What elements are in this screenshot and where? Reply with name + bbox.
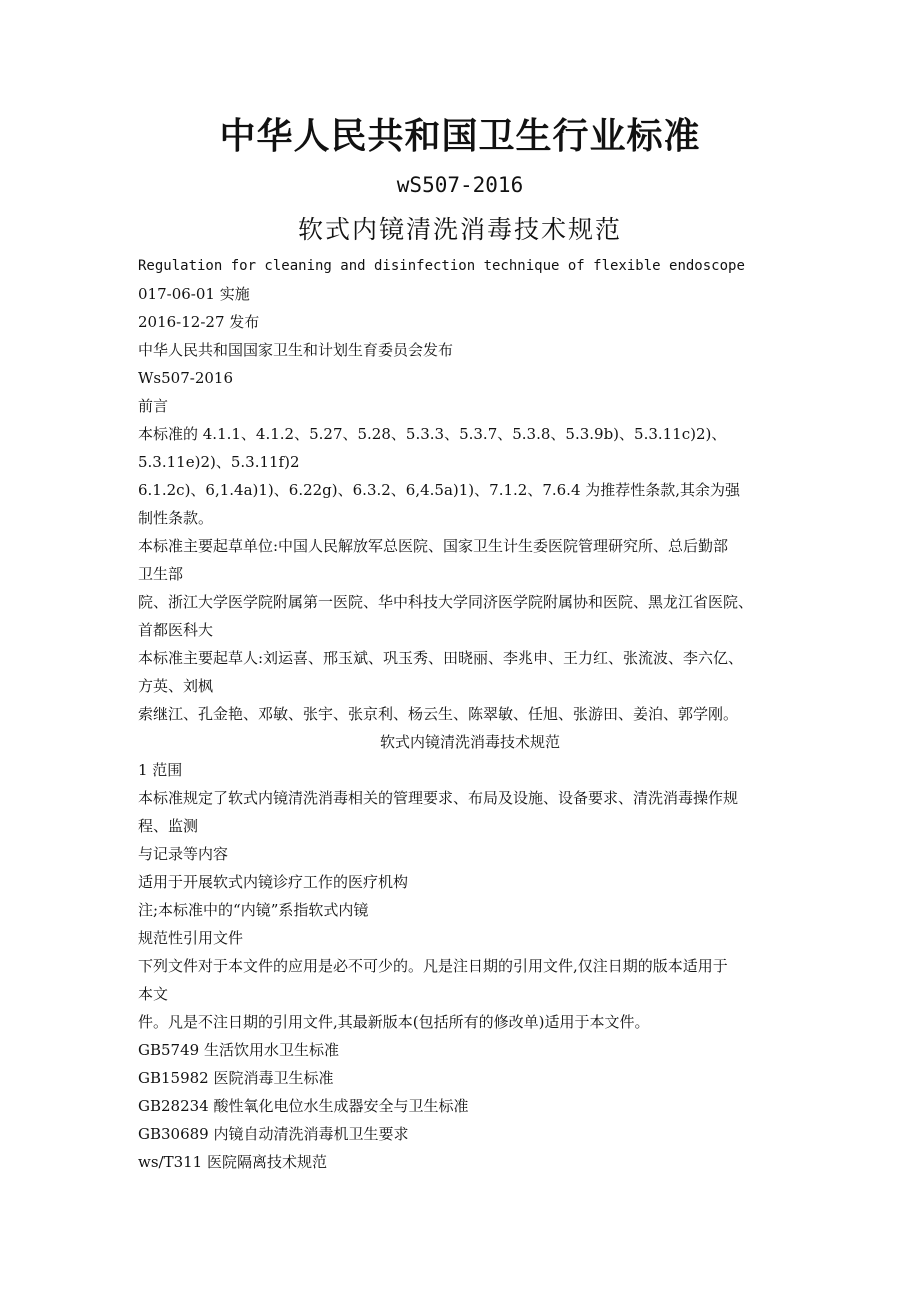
text-line: 本标准规定了软式内镜清洗消毒相关的管理要求、布局及设施、设备要求、清洗消毒操作规 [138, 789, 739, 807]
text-line: 本标准主要起草单位:中国人民解放军总医院、国家卫生计生委医院管理研究所、总后勤部 [138, 537, 729, 555]
text-line: 本标准主要起草人:刘运喜、邢玉斌、巩玉秀、田晓丽、李兆申、王力红、张流波、李六亿、 [138, 649, 744, 667]
text-line: 首都医科大 [138, 621, 214, 639]
text-line: 本文 [138, 985, 169, 1003]
text-line: 索继江、孔金艳、邓敏、张宇、张京利、杨云生、陈翠敏、任旭、张游田、姜泊、郭学刚。 [138, 705, 739, 723]
text-line: 规范性引用文件 [138, 929, 244, 947]
text-line: 件。凡是不注日期的引用文件,其最新版本(包括所有的修改单)适用于本文件。 [138, 1013, 650, 1031]
text-line: 院、浙江大学医学院附属第一医院、华中科技大学同济医学院附属协和医院、黑龙江省医院、 [138, 593, 754, 611]
text-line: 下列文件对于本文件的应用是必不可少的。凡是注日期的引用文件,仅注日期的版本适用于 [138, 957, 728, 975]
text-line: 程、监测 [138, 817, 199, 835]
text-line: 前言 [138, 397, 169, 415]
document-subtitle: 软式内镜清洗消毒技术规范 [297, 215, 622, 244]
text-line: 卫生部 [138, 565, 184, 583]
text-line: Ws507-2016 [138, 369, 233, 387]
document-title: 中华人民共和国卫生行业标准 [219, 115, 701, 157]
text-line: GB30689 内镜自动清洗消毒机卫生要求 [138, 1125, 409, 1143]
text-line: 方英、刘枫 [138, 677, 214, 695]
text-line: ws/T311 医院隔离技术规范 [138, 1153, 327, 1171]
text-line: 制性条款。 [138, 509, 214, 527]
text-line: 5.3.11e)2)、5.3.11f)2 [138, 453, 300, 471]
text-line: 本标准的 4.1.1、4.1.2、5.27、5.28、5.3.3、5.3.7、5.3.8、5.3.9b)、5.3.11c)2)、 [138, 425, 727, 443]
text-line: 1 范围 [138, 761, 183, 779]
standard-code: wS507-2016 [396, 173, 524, 197]
text-line: 2016-12-27 发布 [138, 313, 260, 331]
section-heading: 软式内镜清洗消毒技术规范 [379, 733, 560, 751]
text-line: 6.1.2c)、6,1.4a)1)、6.22g)、6.3.2、6,4.5a)1)、7.1.2、7.6.4 为推荐性条款,其余为强 [138, 481, 741, 499]
text-line: Regulation for cleaning and disinfection technique of flexible endoscope [138, 258, 745, 274]
text-line: GB5749 生活饮用水卫生标准 [138, 1041, 339, 1059]
text-line: 与记录等内容 [138, 845, 229, 863]
text-line: 中华人民共和国国家卫生和计划生育委员会发布 [138, 341, 454, 359]
document-body [138, 252, 802, 1176]
text-line: GB15982 医院消毒卫生标准 [138, 1069, 334, 1087]
text-line: 适用于开展软式内镜诊疗工作的医疗机构 [138, 873, 409, 891]
text-line: 017-06-01 实施 [138, 285, 250, 303]
text-line: 注;本标准中的“内镜”系指软式内镜 [138, 901, 369, 919]
text-line: GB28234 酸性氧化电位水生成器安全与卫生标准 [138, 1097, 469, 1115]
